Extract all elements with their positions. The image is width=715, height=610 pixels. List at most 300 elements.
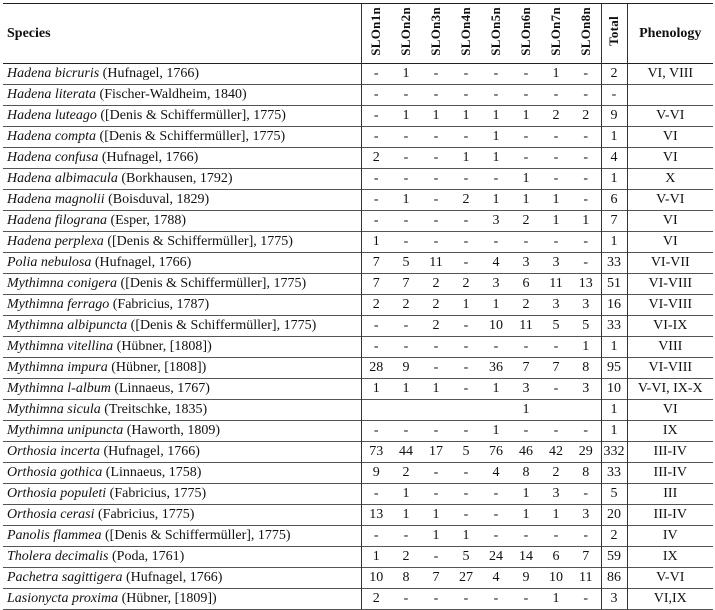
count-cell: 2 bbox=[361, 589, 391, 610]
count-cell: - bbox=[571, 232, 601, 253]
count-cell: 1 bbox=[481, 106, 511, 127]
table-row bbox=[3, 253, 713, 274]
count-cell: - bbox=[421, 85, 451, 106]
species-cell bbox=[3, 274, 361, 295]
count-cell: 2 bbox=[421, 295, 451, 316]
count-cell: 1 bbox=[421, 505, 451, 526]
count-cell: - bbox=[421, 589, 451, 610]
species-author: (Hufnagel, 1766) bbox=[91, 255, 192, 270]
species-cell bbox=[3, 400, 361, 421]
count-cell: 1 bbox=[451, 526, 481, 547]
species-name: Lasionycta proxima bbox=[7, 591, 119, 606]
count-cell: 1 bbox=[481, 295, 511, 316]
count-cell: 1 bbox=[451, 106, 481, 127]
species-author: ([Denis & Schiffermüller], 1775) bbox=[101, 528, 291, 543]
total-cell: 4 bbox=[601, 148, 627, 169]
species-author: (Linnaeus, 1758) bbox=[102, 465, 202, 480]
count-cell: - bbox=[481, 337, 511, 358]
count-cell: 2 bbox=[391, 295, 421, 316]
count-cell: 13 bbox=[361, 505, 391, 526]
site-header: SLOn4n bbox=[451, 4, 481, 64]
total-cell: 2 bbox=[601, 526, 627, 547]
count-cell: 1 bbox=[511, 190, 541, 211]
count-cell: 9 bbox=[391, 358, 421, 379]
count-cell: - bbox=[541, 148, 571, 169]
count-cell: 1 bbox=[481, 190, 511, 211]
count-cell: 3 bbox=[541, 295, 571, 316]
species-name: Hadena bicruris bbox=[7, 66, 100, 81]
count-cell: 3 bbox=[481, 274, 511, 295]
count-cell: 1 bbox=[571, 211, 601, 232]
count-cell: 5 bbox=[541, 316, 571, 337]
species-name: Tholera decimalis bbox=[7, 549, 109, 564]
count-cell: - bbox=[451, 316, 481, 337]
count-cell: - bbox=[391, 169, 421, 190]
table-row bbox=[3, 379, 713, 400]
species-name: Mythimna albipuncta bbox=[7, 318, 128, 333]
count-cell bbox=[571, 400, 601, 421]
count-cell: - bbox=[421, 232, 451, 253]
species-cell bbox=[3, 85, 361, 106]
count-cell: 1 bbox=[421, 526, 451, 547]
count-cell: - bbox=[391, 148, 421, 169]
species-name: Hadena perplexa bbox=[7, 234, 104, 249]
count-cell: 4 bbox=[481, 253, 511, 274]
count-cell: 1 bbox=[511, 400, 541, 421]
count-cell: - bbox=[511, 589, 541, 610]
count-cell: 1 bbox=[541, 190, 571, 211]
count-cell: - bbox=[481, 484, 511, 505]
table-row bbox=[3, 337, 713, 358]
count-cell: - bbox=[391, 589, 421, 610]
total-cell: 95 bbox=[601, 358, 627, 379]
species-author: ([Denis & Schiffermüller], 1775) bbox=[117, 276, 307, 291]
count-cell: - bbox=[541, 85, 571, 106]
species-author: (Poda, 1761) bbox=[108, 549, 185, 564]
count-cell: 1 bbox=[481, 148, 511, 169]
count-cell: 11 bbox=[571, 568, 601, 589]
species-cell bbox=[3, 568, 361, 589]
count-cell: 11 bbox=[511, 316, 541, 337]
count-cell: 10 bbox=[481, 316, 511, 337]
count-cell: - bbox=[391, 232, 421, 253]
species-cell bbox=[3, 463, 361, 484]
species-cell bbox=[3, 316, 361, 337]
species-name: Pachetra sagittigera bbox=[7, 570, 123, 585]
table-row bbox=[3, 316, 713, 337]
count-cell: - bbox=[511, 127, 541, 148]
count-cell: - bbox=[421, 484, 451, 505]
count-cell: 27 bbox=[451, 568, 481, 589]
table-row bbox=[3, 484, 713, 505]
species-name: Mythimna sicula bbox=[7, 402, 101, 417]
count-cell: 6 bbox=[541, 547, 571, 568]
count-cell: - bbox=[421, 547, 451, 568]
species-author: (Hübner, [1808]) bbox=[113, 339, 212, 354]
count-cell: - bbox=[481, 64, 511, 85]
total-cell: 6 bbox=[601, 190, 627, 211]
table-row bbox=[3, 127, 713, 148]
species-cell bbox=[3, 358, 361, 379]
species-cell bbox=[3, 379, 361, 400]
table-row bbox=[3, 442, 713, 463]
count-cell: 6 bbox=[511, 274, 541, 295]
total-cell: 10 bbox=[601, 379, 627, 400]
count-cell: 29 bbox=[571, 442, 601, 463]
count-cell: 1 bbox=[511, 106, 541, 127]
table-row bbox=[3, 106, 713, 127]
count-cell: - bbox=[571, 526, 601, 547]
table-row bbox=[3, 169, 713, 190]
count-cell: - bbox=[481, 85, 511, 106]
species-name: Hadena confusa bbox=[7, 150, 99, 165]
site-header: SLOn1n bbox=[361, 4, 391, 64]
count-cell: - bbox=[511, 148, 541, 169]
total-cell: 1 bbox=[601, 127, 627, 148]
count-cell: 11 bbox=[421, 253, 451, 274]
total-cell: 33 bbox=[601, 316, 627, 337]
species-author: (Hufnagel, 1766) bbox=[99, 66, 200, 81]
table-row bbox=[3, 274, 713, 295]
count-cell: 2 bbox=[391, 463, 421, 484]
count-cell: - bbox=[361, 64, 391, 85]
count-cell: 5 bbox=[391, 253, 421, 274]
total-cell: 9 bbox=[601, 106, 627, 127]
table-body bbox=[3, 64, 713, 610]
count-cell: 7 bbox=[511, 358, 541, 379]
species-author: ([Denis & Schiffermüller], 1775) bbox=[127, 318, 317, 333]
count-cell: - bbox=[511, 64, 541, 85]
count-cell: 42 bbox=[541, 442, 571, 463]
count-cell: - bbox=[361, 127, 391, 148]
count-cell: 1 bbox=[511, 169, 541, 190]
count-cell: - bbox=[571, 190, 601, 211]
count-cell: - bbox=[571, 148, 601, 169]
count-cell: - bbox=[421, 337, 451, 358]
species-author: (Linnaeus, 1767) bbox=[110, 381, 210, 396]
table-row bbox=[3, 505, 713, 526]
species-cell bbox=[3, 106, 361, 127]
count-cell bbox=[421, 400, 451, 421]
count-cell: - bbox=[541, 337, 571, 358]
count-cell: 2 bbox=[421, 316, 451, 337]
total-cell: 86 bbox=[601, 568, 627, 589]
phenology-cell: III-IV bbox=[627, 505, 713, 526]
site-header: SLOn2n bbox=[391, 4, 421, 64]
count-cell: - bbox=[541, 379, 571, 400]
table-row bbox=[3, 463, 713, 484]
species-author: ([Denis & Schiffermüller], 1775) bbox=[96, 108, 286, 123]
total-cell: 33 bbox=[601, 463, 627, 484]
total-cell: 2 bbox=[601, 64, 627, 85]
total-cell: 7 bbox=[601, 211, 627, 232]
count-cell: 5 bbox=[571, 316, 601, 337]
count-cell: 2 bbox=[451, 274, 481, 295]
species-cell bbox=[3, 484, 361, 505]
count-cell: 1 bbox=[451, 148, 481, 169]
count-cell: 1 bbox=[541, 589, 571, 610]
species-name: Mythimna l-album bbox=[7, 381, 111, 396]
species-name: Mythimna impura bbox=[7, 360, 108, 375]
species-author: (Fabricius, 1775) bbox=[106, 486, 207, 501]
count-cell: 1 bbox=[391, 379, 421, 400]
count-cell: 2 bbox=[361, 148, 391, 169]
count-cell: - bbox=[451, 505, 481, 526]
count-cell: - bbox=[511, 337, 541, 358]
count-cell: 7 bbox=[421, 568, 451, 589]
count-cell: - bbox=[421, 358, 451, 379]
count-cell: 3 bbox=[481, 211, 511, 232]
species-table bbox=[3, 3, 713, 610]
count-cell: 1 bbox=[541, 211, 571, 232]
count-cell: - bbox=[541, 421, 571, 442]
count-cell: 7 bbox=[541, 358, 571, 379]
phenology-cell: VI-VIII bbox=[627, 295, 713, 316]
count-cell: - bbox=[391, 337, 421, 358]
species-author: (Haworth, 1809) bbox=[123, 423, 221, 438]
site-header: SLOn3n bbox=[421, 4, 451, 64]
count-cell: 36 bbox=[481, 358, 511, 379]
count-cell: 28 bbox=[361, 358, 391, 379]
species-name: Hadena literata bbox=[7, 87, 97, 102]
phenology-cell: IX bbox=[627, 547, 713, 568]
count-cell: 1 bbox=[541, 505, 571, 526]
species-author: (Fischer-Waldheim, 1840) bbox=[96, 87, 247, 102]
table-row bbox=[3, 148, 713, 169]
count-cell: 1 bbox=[391, 190, 421, 211]
count-cell: - bbox=[451, 421, 481, 442]
count-cell: 3 bbox=[511, 253, 541, 274]
count-cell: 73 bbox=[361, 442, 391, 463]
phenology-cell: VI,IX bbox=[627, 589, 713, 610]
count-cell: - bbox=[481, 526, 511, 547]
species-name: Mythimna vitellina bbox=[7, 339, 114, 354]
count-cell: 14 bbox=[511, 547, 541, 568]
count-cell: - bbox=[481, 505, 511, 526]
total-cell: 1 bbox=[601, 337, 627, 358]
count-cell: 2 bbox=[451, 190, 481, 211]
count-cell: - bbox=[361, 85, 391, 106]
species-author: ([Denis & Schiffermüller], 1775) bbox=[96, 129, 286, 144]
phenology-cell: VI-VIII bbox=[627, 358, 713, 379]
total-cell: 332 bbox=[601, 442, 627, 463]
count-cell: 8 bbox=[571, 463, 601, 484]
species-author: (Hübner, [1808]) bbox=[107, 360, 207, 375]
count-cell: 3 bbox=[571, 295, 601, 316]
table-row bbox=[3, 526, 713, 547]
count-cell: 2 bbox=[511, 295, 541, 316]
species-cell bbox=[3, 127, 361, 148]
count-cell: 2 bbox=[571, 106, 601, 127]
species-name: Panolis flammea bbox=[7, 528, 102, 543]
count-cell: 1 bbox=[361, 232, 391, 253]
species-cell bbox=[3, 526, 361, 547]
count-cell: - bbox=[571, 421, 601, 442]
count-cell: - bbox=[421, 463, 451, 484]
count-cell: 4 bbox=[481, 568, 511, 589]
species-author: (Fabricius, 1775) bbox=[94, 507, 195, 522]
site-header: SLOn5n bbox=[481, 4, 511, 64]
count-cell: - bbox=[361, 421, 391, 442]
count-cell: - bbox=[421, 190, 451, 211]
phenology-cell: III-IV bbox=[627, 463, 713, 484]
phenology-cell: VI-VII bbox=[627, 253, 713, 274]
phenology-cell: VI-IX bbox=[627, 316, 713, 337]
count-cell: - bbox=[361, 484, 391, 505]
table-row bbox=[3, 589, 713, 610]
species-author: (Hufnagel, 1766) bbox=[122, 570, 223, 585]
count-cell: 7 bbox=[361, 274, 391, 295]
species-cell bbox=[3, 148, 361, 169]
count-cell: - bbox=[451, 337, 481, 358]
table-row bbox=[3, 568, 713, 589]
count-cell: - bbox=[421, 421, 451, 442]
count-cell: - bbox=[571, 253, 601, 274]
phenology-cell: V-VI bbox=[627, 568, 713, 589]
species-name: Hadena luteago bbox=[7, 108, 97, 123]
count-cell: 13 bbox=[571, 274, 601, 295]
table-row bbox=[3, 232, 713, 253]
species-cell bbox=[3, 64, 361, 85]
count-cell: - bbox=[451, 64, 481, 85]
count-cell: - bbox=[451, 358, 481, 379]
phenology-cell: V-VI bbox=[627, 106, 713, 127]
count-cell: - bbox=[391, 127, 421, 148]
phenology-cell: V-VI, IX-X bbox=[627, 379, 713, 400]
count-cell: 2 bbox=[541, 106, 571, 127]
count-cell: 1 bbox=[451, 295, 481, 316]
species-name: Hadena magnolii bbox=[7, 192, 105, 207]
count-cell: 24 bbox=[481, 547, 511, 568]
count-cell: - bbox=[451, 379, 481, 400]
species-author: (Fabricius, 1787) bbox=[109, 297, 210, 312]
count-cell bbox=[541, 400, 571, 421]
phenology-cell: III-IV bbox=[627, 442, 713, 463]
species-cell bbox=[3, 547, 361, 568]
count-cell: 76 bbox=[481, 442, 511, 463]
count-cell: - bbox=[571, 127, 601, 148]
count-cell: - bbox=[361, 190, 391, 211]
phenology-cell: VI bbox=[627, 232, 713, 253]
count-cell: - bbox=[451, 85, 481, 106]
phenology-cell: VI bbox=[627, 127, 713, 148]
table-row bbox=[3, 400, 713, 421]
count-cell: - bbox=[541, 127, 571, 148]
count-cell: - bbox=[541, 526, 571, 547]
count-cell: 3 bbox=[571, 379, 601, 400]
count-cell: - bbox=[391, 421, 421, 442]
count-cell: - bbox=[511, 421, 541, 442]
count-cell: 1 bbox=[361, 379, 391, 400]
count-cell: - bbox=[481, 589, 511, 610]
count-cell: 1 bbox=[511, 505, 541, 526]
count-cell: - bbox=[571, 85, 601, 106]
count-cell: 1 bbox=[481, 379, 511, 400]
table-row bbox=[3, 85, 713, 106]
count-cell: - bbox=[361, 337, 391, 358]
count-cell: - bbox=[421, 169, 451, 190]
count-cell: 3 bbox=[541, 484, 571, 505]
count-cell bbox=[361, 400, 391, 421]
count-cell: - bbox=[571, 64, 601, 85]
species-cell bbox=[3, 589, 361, 610]
count-cell: - bbox=[511, 85, 541, 106]
count-cell: 8 bbox=[511, 463, 541, 484]
species-cell bbox=[3, 190, 361, 211]
count-cell: - bbox=[361, 169, 391, 190]
species-cell bbox=[3, 442, 361, 463]
species-author: (Esper, 1788) bbox=[106, 213, 187, 228]
species-cell bbox=[3, 337, 361, 358]
species-name: Polia nebulosa bbox=[7, 255, 92, 270]
species-name: Orthosia cerasi bbox=[7, 507, 95, 522]
total-cell: 1 bbox=[601, 421, 627, 442]
count-cell: - bbox=[451, 211, 481, 232]
table-row bbox=[3, 295, 713, 316]
count-cell: - bbox=[421, 211, 451, 232]
total-cell: 3 bbox=[601, 589, 627, 610]
phenology-cell: IX bbox=[627, 421, 713, 442]
count-cell: 9 bbox=[511, 568, 541, 589]
phenology-cell: VI bbox=[627, 148, 713, 169]
species-author: (Boisduval, 1829) bbox=[104, 192, 210, 207]
count-cell: 10 bbox=[541, 568, 571, 589]
species-name: Orthosia incerta bbox=[7, 444, 100, 459]
count-cell: 7 bbox=[571, 547, 601, 568]
phenology-header: Phenology bbox=[627, 4, 713, 64]
count-cell: 1 bbox=[481, 421, 511, 442]
count-cell: 10 bbox=[361, 568, 391, 589]
species-author: (Borkhausen, 1792) bbox=[117, 171, 233, 186]
table-row bbox=[3, 190, 713, 211]
table-row bbox=[3, 358, 713, 379]
species-name: Hadena compta bbox=[7, 129, 97, 144]
header-row bbox=[3, 4, 713, 64]
species-name: Orthosia populeti bbox=[7, 486, 107, 501]
count-cell: - bbox=[571, 589, 601, 610]
count-cell: - bbox=[451, 169, 481, 190]
count-cell: 1 bbox=[421, 106, 451, 127]
species-cell bbox=[3, 169, 361, 190]
count-cell: - bbox=[481, 232, 511, 253]
species-header: Species bbox=[3, 4, 361, 64]
count-cell: - bbox=[391, 316, 421, 337]
species-cell bbox=[3, 421, 361, 442]
count-cell: - bbox=[511, 526, 541, 547]
site-header: SLOn6n bbox=[511, 4, 541, 64]
species-name: Mythimna ferrago bbox=[7, 297, 110, 312]
count-cell: 9 bbox=[361, 463, 391, 484]
count-cell: - bbox=[571, 484, 601, 505]
phenology-cell bbox=[627, 85, 713, 106]
total-cell: 1 bbox=[601, 232, 627, 253]
total-cell: 20 bbox=[601, 505, 627, 526]
count-cell bbox=[481, 400, 511, 421]
count-cell: 2 bbox=[361, 295, 391, 316]
count-cell: - bbox=[391, 526, 421, 547]
table-row bbox=[3, 211, 713, 232]
count-cell: - bbox=[361, 316, 391, 337]
count-cell: - bbox=[541, 232, 571, 253]
count-cell: 8 bbox=[571, 358, 601, 379]
total-cell: - bbox=[601, 85, 627, 106]
count-cell: 1 bbox=[391, 106, 421, 127]
species-cell bbox=[3, 253, 361, 274]
site-header: SLOn7n bbox=[541, 4, 571, 64]
phenology-cell: III bbox=[627, 484, 713, 505]
table-row bbox=[3, 421, 713, 442]
phenology-cell: V-VI bbox=[627, 190, 713, 211]
